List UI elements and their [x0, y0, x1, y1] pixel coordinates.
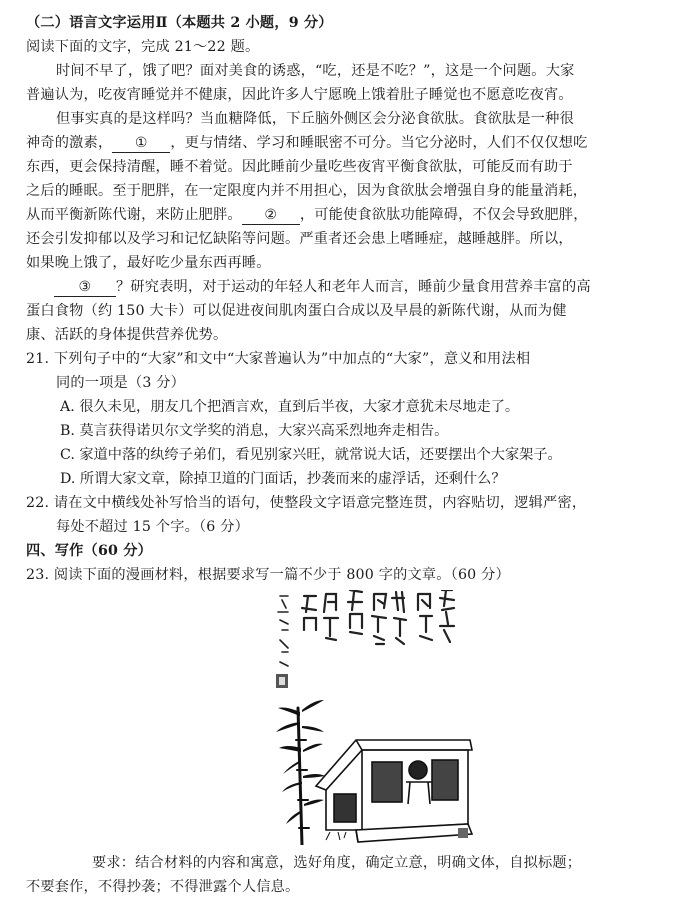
passage-text: ，更与情绪、学习和睡眠密不可分。当它分泌时，人们不仅仅想吃 — [170, 135, 588, 151]
calligraphy-column-1 — [440, 590, 454, 642]
q21-stem: 同的一项是（3 分） — [56, 375, 186, 391]
q21-option-d[interactable]: D. 所谓大家文章，除掉卫道的门面话，抄袭而来的虚浮话，还剩什么？ — [60, 471, 506, 487]
calligraphy-column-6 — [324, 594, 338, 640]
q22-stem: 每处不超过 15 个字。（6 分） — [56, 519, 249, 535]
cartoon-image — [246, 590, 476, 845]
passage-line: 普遍认为，吃夜宵睡觉并不健康，因此许多人宁愿晚上饿着肚子睡觉也不愿意吃夜宵。 — [26, 87, 573, 103]
cartoon-drawing — [246, 590, 476, 845]
house-drawing — [316, 740, 472, 842]
bamboo-drawing — [276, 700, 325, 845]
passage-line: 如果晚上饿了，最好吃少量东西再睡。 — [26, 255, 271, 271]
passage-text: ，可能使食欲肽功能障碍，不仅会导致肥胖， — [299, 207, 588, 223]
passage-line: 但事实真的是这样吗？当血糖降低，下丘脑外侧区会分泌食欲肽。食欲肽是一种很 — [56, 111, 574, 127]
requirement: 要求：结合材料的内容和寓意，选好角度，确定立意，明确文体，自拟标题； — [92, 855, 582, 871]
passage-line — [26, 276, 674, 298]
q21-option-b[interactable]: B. 莫言获得诺贝尔文学奖的消息，大家兴高采烈地奔走相告。 — [60, 423, 449, 439]
instruction: 阅读下面的文字，完成 21～22 题。 — [26, 39, 260, 55]
blank-1[interactable]: ① — [112, 134, 170, 153]
section4-title: 四、写作（60 分） — [26, 543, 152, 559]
passage-text: 神奇的激素， — [26, 135, 113, 151]
calligraphy-column-2 — [418, 594, 432, 640]
passage-line: 时间不早了，饿了吧？面对美食的诱惑，“吃，还是不吃？”，这是一个问题。大家 — [56, 63, 575, 79]
seal-stamp-small — [458, 828, 468, 838]
calligraphy-column-7 — [302, 596, 316, 630]
passage-line — [26, 132, 674, 154]
requirement: 不要套作，不得抄袭；不得泄露个人信息。 — [26, 879, 300, 895]
passage-text: ？研究表明，对于运动的年轻人和老年人而言，睡前少量食用营养丰富的高 — [116, 279, 591, 295]
calligraphy-column-3 — [392, 592, 406, 644]
blank-2[interactable]: ② — [242, 206, 300, 225]
q21-option-a[interactable]: A. 很久未见，朋友几个把酒言欢，直到后半夜，大家才意犹未尽地走了。 — [60, 399, 520, 415]
passage-line: 还会引发抑郁以及学习和记忆缺陷等问题。严重者还会患上嗜睡症，越睡越胖。所以， — [26, 231, 573, 247]
q21-option-c[interactable]: C. 家道中落的纨绔子弟们，看见别家兴旺，就常说大话，还要摆出个大家架子。 — [60, 447, 562, 463]
passage-line: 之后的睡眠。至于肥胖，在一定限度内并不用担心，因为食欲肽会增强自身的能量消耗， — [26, 183, 588, 199]
passage-line: 康、活跃的身体提供营养优势。 — [26, 327, 228, 343]
calligraphy-column-5 — [348, 590, 362, 634]
calligraphy-column-4 — [372, 594, 386, 644]
blank-3[interactable]: ③ — [54, 278, 116, 297]
q22-stem: 22. 请在文中横线处补写恰当的语句，使整段文字语意完整连贯，内容贴切，逻辑严密， — [26, 495, 587, 511]
q21-stem: 21. 下列句子中的“大家”和文中“大家普遍认为”中加点的“大家”，意义和用法相 — [26, 351, 531, 367]
passage-text: 从而平衡新陈代谢，来防止肥胖。 — [26, 207, 242, 223]
q23-stem: 23. 阅读下面的漫画材料，根据要求写一篇不少于 800 字的文章。（60 分） — [26, 567, 510, 583]
calligraphy-signature — [278, 596, 288, 666]
passage-line: 东西，更会保持清醒，睡不着觉。因此睡前少量吃些夜宵平衡食欲肽，可能反而有助于 — [26, 159, 573, 175]
section2-title: （二）语言文字运用Ⅱ（本题共 2 小题，9 分） — [26, 15, 333, 31]
passage-line: 蛋白食物（约 150 大卡）可以促进夜间肌肉蛋白合成以及早晨的新陈代谢，从而为健 — [26, 303, 567, 319]
passage-line — [26, 204, 674, 226]
